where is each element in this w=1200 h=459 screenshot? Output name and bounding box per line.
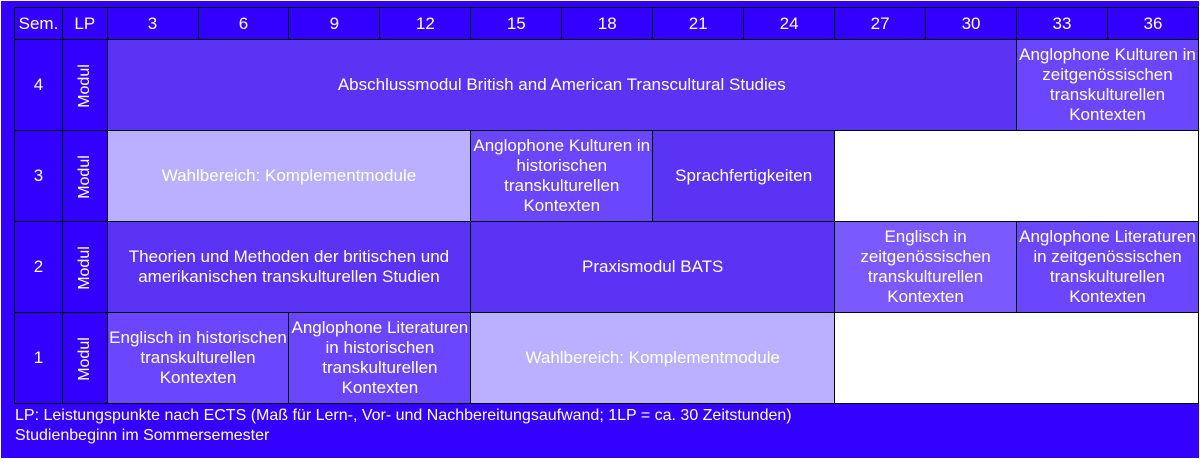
study-plan-table [14,7,1199,404]
header-point: 21 [653,8,744,40]
header-point: 15 [471,8,562,40]
module-cell: Wahlbereich: Komplementmodule [107,131,471,222]
header-row [15,8,1199,40]
semester-row-2 [15,222,1199,313]
header-point: 33 [1017,8,1108,40]
semester-number: 3 [15,131,63,222]
header-point: 9 [289,8,380,40]
footer-note: LP: Leistungspunkte nach ECTS (Maß für Lern-, Vor- und Nachbereitungsaufwand; 1LP = ca. 30 Zeitstunden) [15,407,792,424]
header-point: 24 [744,8,835,40]
module-cell: Anglophone Literaturen in zeitgenössischen transkulturellen Kontexten [1017,222,1199,313]
modul-label: Modul [62,131,107,222]
footer-note: Studienbeginn im Sommersemester [15,427,270,444]
module-cell: Anglophone Kulturen in zeitgenössischen transkulturellen Kontexten [1017,40,1199,131]
header-sem: Sem. [15,8,63,40]
legend-footer [15,406,792,446]
header-point: 12 [380,8,471,40]
semester-row-4 [15,40,1199,131]
empty-cell [835,131,1199,222]
module-cell: Englisch in zeitgenössischen transkulturellen Kontexten [835,222,1017,313]
module-cell: Anglophone Kulturen in historischen transkulturellen Kontexten [471,131,653,222]
header-point: 6 [198,8,289,40]
module-cell: Sprachfertigkeiten [653,131,835,222]
header-point: 30 [926,8,1017,40]
modul-label: Modul [62,222,107,313]
semester-number: 4 [15,40,63,131]
empty-cell [835,313,1199,404]
header-point: 18 [562,8,653,40]
header-lp: LP [62,8,107,40]
header-point: 27 [835,8,926,40]
header-point: 36 [1107,8,1198,40]
semester-number: 1 [15,313,63,404]
module-cell: Englisch in historischen transkulturellen Kontexten [107,313,289,404]
module-cell: Anglophone Literaturen in historischen transkulturellen Kontexten [289,313,471,404]
module-cell: Theorien und Methoden der britischen und amerikanischen transkulturellen Studien [107,222,471,313]
semester-row-1 [15,313,1199,404]
modul-label: Modul [62,40,107,131]
modul-label: Modul [62,313,107,404]
module-cell: Abschlussmodul British and American Transcultural Studies [107,40,1016,131]
module-cell: Praxismodul BATS [471,222,835,313]
module-cell: Wahlbereich: Komplementmodule [471,313,835,404]
semester-row-3 [15,131,1199,222]
semester-number: 2 [15,222,63,313]
header-point: 3 [107,8,198,40]
